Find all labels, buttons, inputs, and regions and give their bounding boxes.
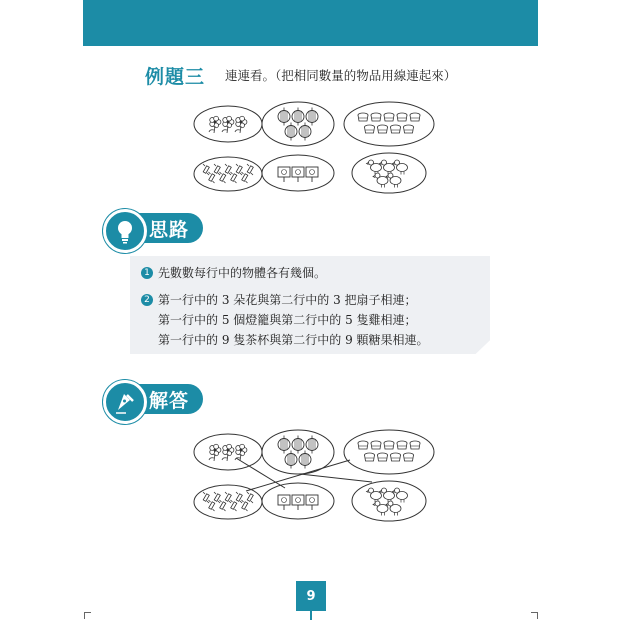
answer-title: 解答 — [149, 389, 190, 412]
teacup-item — [371, 441, 381, 449]
teacup-item — [384, 113, 394, 121]
teacup-item — [410, 441, 420, 449]
idea-icon-circle — [103, 209, 147, 253]
teacup-item — [365, 453, 375, 461]
teacup-item — [378, 125, 388, 133]
flower-group — [194, 434, 262, 470]
teacup-item — [358, 113, 368, 121]
teacup-item — [404, 453, 414, 461]
pen-nib-icon — [106, 383, 144, 421]
step-number-2: 2 — [141, 294, 153, 306]
answer-figure — [194, 430, 434, 521]
idea-heading — [103, 211, 203, 245]
match-line-lantern-chicken — [300, 474, 372, 482]
teacup-item — [404, 125, 414, 133]
teacup-group — [344, 430, 434, 474]
example-title: 例題三 — [145, 66, 206, 88]
crop-mark-right — [531, 612, 538, 619]
crop-mark-left — [84, 612, 91, 619]
teacup-group — [344, 102, 434, 146]
teacup-item — [378, 453, 388, 461]
answer-icon-circle — [103, 380, 147, 424]
candy-group — [194, 485, 262, 519]
teacup-item — [358, 441, 368, 449]
idea-step-1 — [141, 264, 326, 281]
lantern-group — [262, 102, 334, 146]
answer-heading — [103, 382, 203, 416]
step-2-line-1: 第一行中的 3 朵花與第二行中的 3 把扇子相連； — [158, 293, 417, 307]
question-figure — [194, 102, 434, 193]
idea-step-2 — [141, 291, 417, 308]
page-number-stem — [310, 611, 312, 620]
idea-title: 思路 — [149, 218, 190, 241]
step-2-line-2: 第一行中的 5 個燈籠與第二行中的 5 隻雞相連； — [158, 313, 417, 327]
step-2-line-3: 第一行中的 9 隻茶杯與第二行中的 9 顆糖果相連。 — [158, 333, 429, 347]
flower-group — [194, 106, 262, 142]
candy-group — [194, 157, 262, 191]
teacup-item — [365, 125, 375, 133]
lantern-group — [262, 430, 334, 474]
teacup-item — [384, 441, 394, 449]
teacup-item — [371, 113, 381, 121]
teacup-item — [391, 453, 401, 461]
fan-group — [262, 155, 334, 191]
step-1-text: 先數數每行中的物體各有幾個。 — [158, 266, 327, 280]
chicken-group — [352, 481, 426, 521]
teacup-item — [397, 113, 407, 121]
page-number: 9 — [296, 581, 326, 611]
step-number-1: 1 — [141, 267, 153, 279]
teacup-item — [391, 125, 401, 133]
chicken-group — [352, 153, 426, 193]
teacup-item — [410, 113, 420, 121]
teacup-item — [397, 441, 407, 449]
fan-group — [262, 483, 334, 519]
example-instruction: 連連看。（把相同數量的物品用線連起來） — [225, 68, 457, 83]
lightbulb-icon — [106, 212, 144, 250]
